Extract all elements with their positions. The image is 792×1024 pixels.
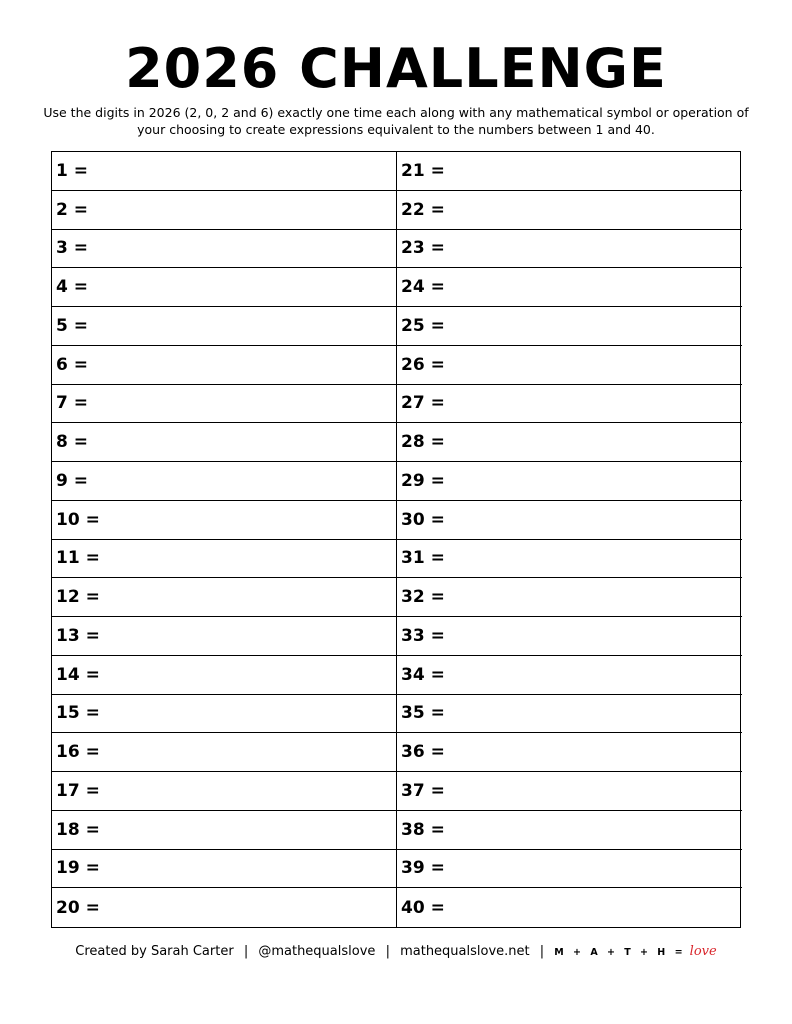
answer-row-label: 32 = xyxy=(401,587,445,608)
answer-row-label: 16 = xyxy=(56,742,100,763)
answer-row-2[interactable] xyxy=(52,191,397,230)
answer-row-label: 2 = xyxy=(56,199,88,220)
answer-row-28[interactable] xyxy=(397,423,742,462)
answer-row-label: 17 = xyxy=(56,780,100,801)
answer-row-37[interactable] xyxy=(397,772,742,811)
answer-row-12[interactable] xyxy=(52,578,397,617)
answer-row-label: 31 = xyxy=(401,548,445,569)
answer-row-label: 4 = xyxy=(56,277,88,298)
answer-row-label: 23 = xyxy=(401,238,445,259)
answer-row-label: 9 = xyxy=(56,470,88,491)
answer-row-label: 33 = xyxy=(401,625,445,646)
answer-row-label: 13 = xyxy=(56,625,100,646)
answer-row-label: 10 = xyxy=(56,509,100,530)
instructions-text: Use the digits in 2026 (2, 0, 2 and 6) exactly one time each along with any mathematical symbol or operation of your choosing to create expressions equivalent to the numbers between 1 and 40. xyxy=(43,105,749,137)
footer-website: mathequalslove.net xyxy=(400,944,530,959)
answer-row-22[interactable] xyxy=(397,191,742,230)
answer-row-27[interactable] xyxy=(397,385,742,424)
answer-row-36[interactable] xyxy=(397,733,742,772)
answer-row-label: 35 = xyxy=(401,703,445,724)
answer-row-label: 38 = xyxy=(401,819,445,840)
answer-row-9[interactable] xyxy=(52,462,397,501)
answer-row-label: 20 = xyxy=(56,897,100,918)
footer-credit: Created by Sarah Carter xyxy=(75,944,234,959)
answer-row-13[interactable] xyxy=(52,617,397,656)
answer-row-20[interactable] xyxy=(52,888,397,927)
brand-logo: M + A + T + H = xyxy=(554,947,686,958)
answer-row-1[interactable] xyxy=(52,152,397,191)
answer-row-30[interactable] xyxy=(397,501,742,540)
answer-row-label: 24 = xyxy=(401,277,445,298)
answer-row-label: 11 = xyxy=(56,548,100,569)
answer-row-label: 14 = xyxy=(56,664,100,685)
answer-row-label: 37 = xyxy=(401,780,445,801)
answer-row-label: 39 = xyxy=(401,858,445,879)
answer-row-label: 1 = xyxy=(56,160,88,181)
answer-row-label: 27 = xyxy=(401,393,445,414)
answer-row-label: 22 = xyxy=(401,199,445,220)
footer xyxy=(0,942,792,963)
answer-row-17[interactable] xyxy=(52,772,397,811)
answer-row-19[interactable] xyxy=(52,850,397,889)
answer-row-29[interactable] xyxy=(397,462,742,501)
answer-row-34[interactable] xyxy=(397,656,742,695)
answer-row-3[interactable] xyxy=(52,230,397,269)
answer-row-26[interactable] xyxy=(397,346,742,385)
answer-row-label: 18 = xyxy=(56,819,100,840)
answer-row-7[interactable] xyxy=(52,385,397,424)
answer-row-label: 15 = xyxy=(56,703,100,724)
answer-row-23[interactable] xyxy=(397,230,742,269)
answer-row-label: 21 = xyxy=(401,160,445,181)
answer-row-21[interactable] xyxy=(397,152,742,191)
answer-row-14[interactable] xyxy=(52,656,397,695)
answer-row-31[interactable] xyxy=(397,540,742,579)
answer-row-label: 25 = xyxy=(401,315,445,336)
answer-row-39[interactable] xyxy=(397,850,742,889)
answer-row-16[interactable] xyxy=(52,733,397,772)
answer-row-8[interactable] xyxy=(52,423,397,462)
answer-row-40[interactable] xyxy=(397,888,742,927)
footer-separator: | xyxy=(243,944,249,959)
answer-row-33[interactable] xyxy=(397,617,742,656)
answer-row-label: 7 = xyxy=(56,393,88,414)
answer-row-24[interactable] xyxy=(397,268,742,307)
answer-row-label: 26 = xyxy=(401,354,445,375)
answer-row-6[interactable] xyxy=(52,346,397,385)
answer-row-15[interactable] xyxy=(52,695,397,734)
answer-row-25[interactable] xyxy=(397,307,742,346)
answer-row-38[interactable] xyxy=(397,811,742,850)
answer-grid xyxy=(51,151,741,928)
answer-row-10[interactable] xyxy=(52,501,397,540)
footer-separator: | xyxy=(539,944,545,959)
answer-row-label: 3 = xyxy=(56,238,88,259)
answer-row-32[interactable] xyxy=(397,578,742,617)
answer-row-label: 12 = xyxy=(56,587,100,608)
page-title: 2026 CHALLENGE xyxy=(125,37,667,100)
answer-row-4[interactable] xyxy=(52,268,397,307)
footer-separator: | xyxy=(385,944,390,959)
answer-row-label: 30 = xyxy=(401,509,445,530)
answer-row-label: 29 = xyxy=(401,470,445,491)
answer-row-label: 19 = xyxy=(56,858,100,879)
brand-logo-love: love xyxy=(689,944,717,959)
answer-row-label: 40 = xyxy=(401,897,445,918)
answer-row-label: 8 = xyxy=(56,432,88,453)
answer-row-label: 5 = xyxy=(56,315,88,336)
answer-row-35[interactable] xyxy=(397,695,742,734)
answer-row-5[interactable] xyxy=(52,307,397,346)
answer-row-label: 34 = xyxy=(401,664,445,685)
answer-row-label: 36 = xyxy=(401,742,445,763)
answer-row-label: 28 = xyxy=(401,432,445,453)
answer-row-label: 6 = xyxy=(56,354,88,375)
answer-row-18[interactable] xyxy=(52,811,397,850)
footer-handle: @mathequalslove xyxy=(258,944,376,959)
answer-row-11[interactable] xyxy=(52,540,397,579)
